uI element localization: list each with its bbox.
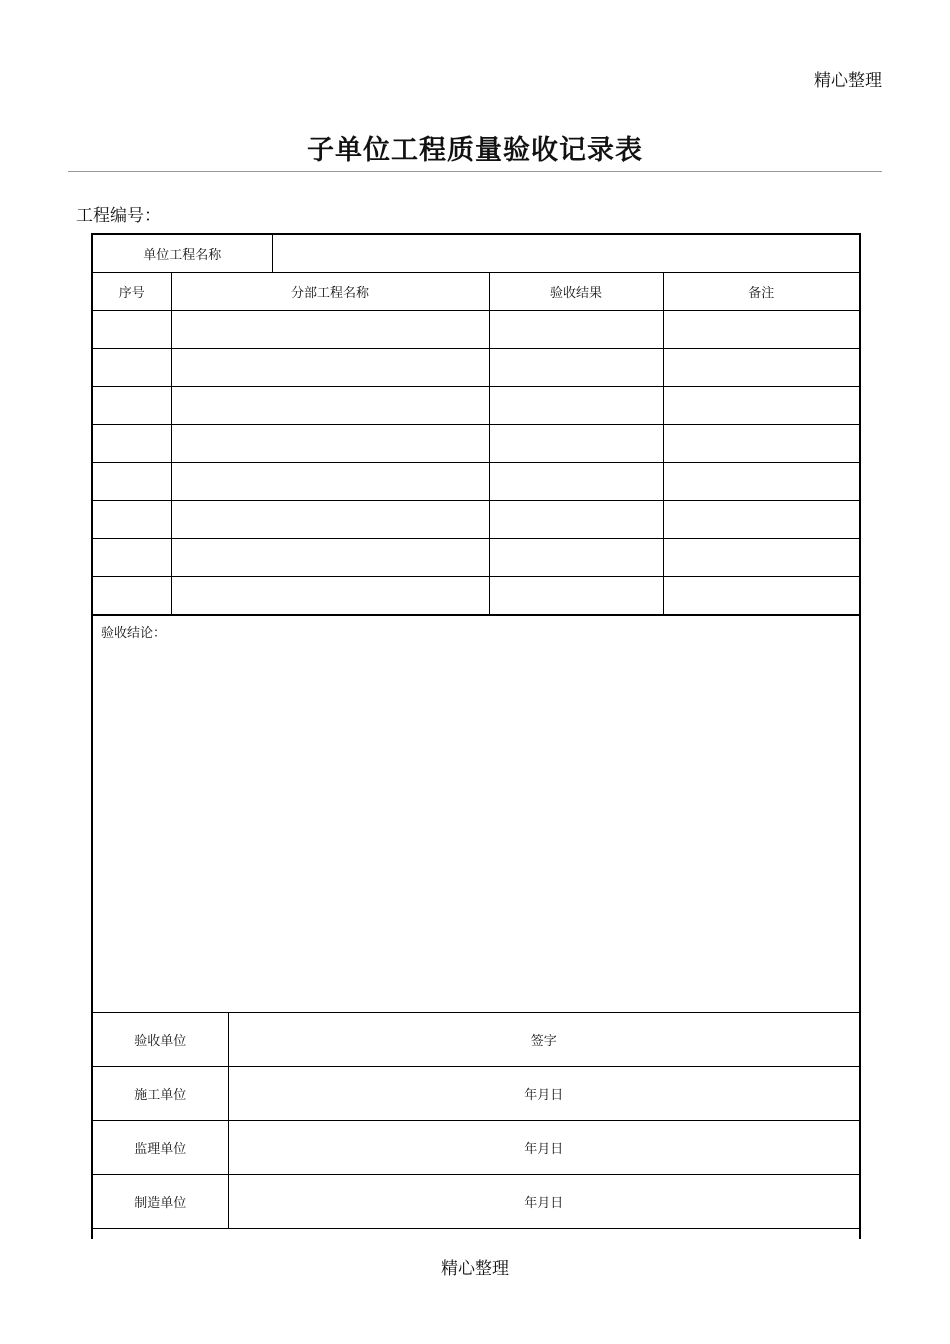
sub-project-name-cell[interactable] xyxy=(171,387,489,425)
table-row xyxy=(93,577,859,615)
table-row xyxy=(93,311,859,349)
table-row xyxy=(93,425,859,463)
result-cell[interactable] xyxy=(489,501,663,539)
remarks-cell[interactable] xyxy=(663,311,859,349)
acceptance-conclusion-label: 验收结论： xyxy=(101,626,167,641)
seq-cell[interactable] xyxy=(93,501,171,539)
remarks-cell[interactable] xyxy=(663,425,859,463)
column-header-result: 验收结果 xyxy=(489,273,663,311)
column-header-sub-project-name: 分部工程名称 xyxy=(171,273,489,311)
remarks-cell[interactable] xyxy=(663,501,859,539)
sub-project-name-cell[interactable] xyxy=(171,539,489,577)
unit-project-name-label: 单位工程名称 xyxy=(93,235,272,273)
signature-row xyxy=(93,1013,859,1067)
sub-project-name-cell[interactable] xyxy=(171,425,489,463)
signature-cell[interactable]: 签字 xyxy=(228,1013,859,1067)
page-title: 子单位工程质量验收记录表 xyxy=(307,135,643,166)
sub-project-name-cell[interactable] xyxy=(171,463,489,501)
table-row xyxy=(93,349,859,387)
manufacturing-unit-label: 制造单位 xyxy=(93,1175,228,1229)
date-cell[interactable]: 年月日 xyxy=(228,1121,859,1175)
result-cell[interactable] xyxy=(489,539,663,577)
table-row xyxy=(93,539,859,577)
acceptance-conclusion-area[interactable] xyxy=(93,615,859,1012)
table-header-row xyxy=(93,273,859,311)
construction-unit-label: 施工单位 xyxy=(93,1067,228,1121)
seq-cell[interactable] xyxy=(93,463,171,501)
date-cell[interactable]: 年月日 xyxy=(228,1175,859,1229)
remarks-cell[interactable] xyxy=(663,577,859,615)
remarks-cell[interactable] xyxy=(663,387,859,425)
result-cell[interactable] xyxy=(489,349,663,387)
date-cell[interactable]: 年月日 xyxy=(228,1067,859,1121)
table-row xyxy=(93,387,859,425)
signature-row xyxy=(93,1121,859,1175)
sub-project-name-cell[interactable] xyxy=(171,311,489,349)
acceptance-form xyxy=(91,233,861,1239)
sub-project-name-cell[interactable] xyxy=(171,501,489,539)
header-note: 精心整理 xyxy=(814,71,882,91)
result-cell[interactable] xyxy=(489,311,663,349)
seq-cell[interactable] xyxy=(93,539,171,577)
project-number-label: 工程编号： xyxy=(76,206,161,226)
supervision-unit-label: 监理单位 xyxy=(93,1121,228,1175)
remarks-cell[interactable] xyxy=(663,463,859,501)
signature-row xyxy=(93,1067,859,1121)
result-cell[interactable] xyxy=(489,387,663,425)
title-divider xyxy=(68,171,882,172)
seq-cell[interactable] xyxy=(93,311,171,349)
seq-cell[interactable] xyxy=(93,577,171,615)
remarks-cell[interactable] xyxy=(663,539,859,577)
table-row xyxy=(93,501,859,539)
column-header-remarks: 备注 xyxy=(663,273,859,311)
table-row xyxy=(93,463,859,501)
result-cell[interactable] xyxy=(489,577,663,615)
column-header-seq: 序号 xyxy=(93,273,171,311)
result-cell[interactable] xyxy=(489,463,663,501)
result-cell[interactable] xyxy=(489,425,663,463)
seq-cell[interactable] xyxy=(93,387,171,425)
acceptance-unit-label: 验收单位 xyxy=(93,1013,228,1067)
unit-project-row xyxy=(93,235,859,273)
footer-note: 精心整理 xyxy=(441,1259,509,1279)
signature-table xyxy=(93,1012,859,1229)
remarks-cell[interactable] xyxy=(663,349,859,387)
sub-project-table xyxy=(93,235,859,615)
sub-project-name-cell[interactable] xyxy=(171,577,489,615)
signature-row xyxy=(93,1175,859,1229)
unit-project-name-cell[interactable] xyxy=(272,235,859,273)
sub-project-name-cell[interactable] xyxy=(171,349,489,387)
seq-cell[interactable] xyxy=(93,349,171,387)
seq-cell[interactable] xyxy=(93,425,171,463)
